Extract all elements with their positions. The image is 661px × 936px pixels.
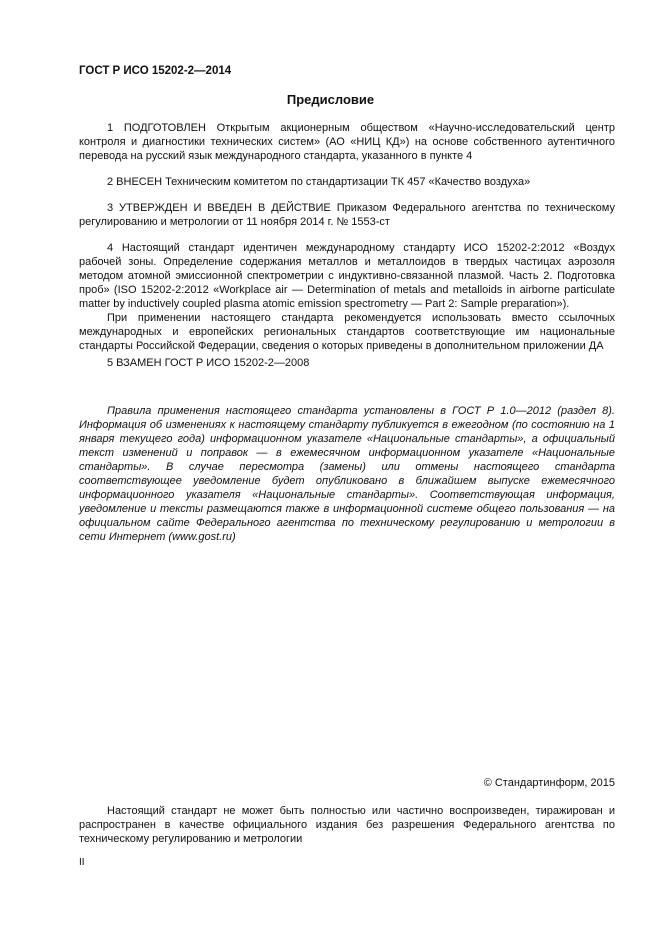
page-title: Предисловие [286, 92, 375, 107]
item-4-text: 4 Настоящий стандарт идентичен международному стандарту ИСО 15202-2:2012 «Воздух рабочей зоны. Определение содержания металлов и металлоидов в твердых частицах аэрозоля методом атомной эмиссионной спектрометрии с индуктивно-связанной плазмой. Часть 2. Подготовка проб» (ISO 15202-2:2012 «Workplace air — Determination of metals and metalloids in airborne particulate matter by inductively coupled plasma atomic emission spectrometry — Part 2: Sample preparation»). [79, 242, 615, 310]
item-2-text: 2 ВНЕСЕН Техническим комитетом по стандартизации ТК 457 «Качество воздуха» [107, 176, 531, 188]
notice-block [79, 404, 615, 544]
item-2 [79, 175, 615, 189]
reproduction-notice: Настоящий стандарт не может быть полностью или частично воспроизведен, тиражирован и распространен в качестве официального издания без разрешения Федерального агентства по техническому регулированию и метрологии [79, 805, 615, 845]
item-4-note: При применении настоящего стандарта рекомендуется использовать вместо ссылочных международных и европейских региональных стандартов соответствующие им национальные стандарты Российской Федерации, сведения о которых приведены в дополнительном приложении ДА [79, 312, 615, 352]
document-header: ГОСТ Р ИСО 15202-2—2014 [79, 65, 232, 77]
item-3 [79, 201, 615, 229]
reproduction-notice-block [79, 804, 615, 846]
copyright: © Стандартинформ, 2015 [483, 777, 615, 789]
item-4 [79, 241, 615, 353]
item-1 [79, 121, 615, 163]
item-1-text: 1 ПОДГОТОВЛЕН Открытым акционерным обществом «Научно-исследовательский центр контроля и диагностики технических систем» (АО «НИЦ КД») на основе собственного аутентичного перевода на русский язык международного стандарта, указанного в пункте 4 [79, 122, 615, 162]
notice-text: Правила применения настоящего стандарта установлены в ГОСТ Р 1.0—2012 (раздел 8). Информация об изменениях к настоящему стандарту публикуется в ежегодном (по состоянию на 1 января текущего года) информационном указателе «Национальные стандарты», а официальный текст изменений и поправок — в ежемесячном информационном указателе «Национальные стандарты». В случае пересмотра (замены) или отмены настоящего стандарта соответствующее уведомление будет опубликовано в ближайшем выпуске ежемесячного информационного указателя «Национальные стандарты». Соответствующая информация, уведомление и тексты размещаются также в информационной системе общего пользования — на официальном сайте Федерального агентства по техническому регулированию и метрологии в сети Интернет (www.gost.ru) [79, 405, 615, 543]
page-number: II [79, 857, 85, 868]
item-5 [79, 356, 615, 370]
item-3-text: 3 УТВЕРЖДЕН И ВВЕДЕН В ДЕЙСТВИЕ Приказом Федерального агентства по техническому регулированию и метрологии от 11 ноября 2014 г. № 1553-ст [79, 202, 615, 228]
item-5-text: 5 ВЗАМЕН ГОСТ Р ИСО 15202-2—2008 [107, 357, 310, 369]
